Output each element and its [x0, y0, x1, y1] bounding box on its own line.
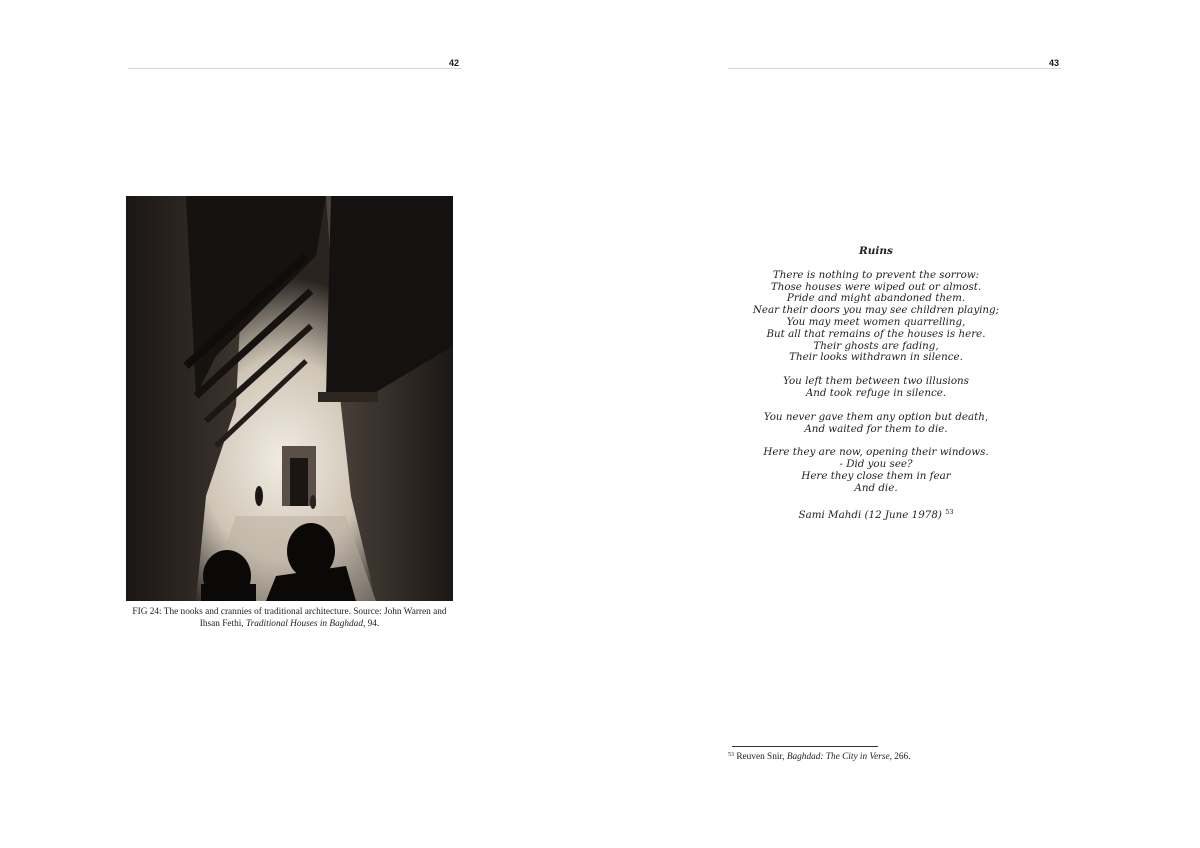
caption-page: , 94.	[362, 619, 380, 629]
poem-line: Pride and might abandoned them.	[786, 292, 966, 305]
poem-line: And waited for them to die.	[804, 422, 948, 435]
footnote-rule	[732, 746, 878, 747]
footnote-author: Reuven Snir,	[736, 752, 787, 762]
caption-text: FIG 24: The nooks and crannies of traditional architecture. Source: John Warren and Ihsan Fethi,	[132, 607, 447, 629]
poem-stanza	[728, 270, 1024, 364]
footnote	[728, 752, 1058, 762]
footnote-number: 53	[728, 752, 734, 758]
caption-book-title: Traditional Houses in Baghdad	[245, 619, 363, 629]
poem-line: Their looks withdrawn in silence.	[789, 351, 963, 364]
poem-line: There is nothing to prevent the sorrow:	[772, 268, 980, 281]
poem-line: And took refuge in silence.	[805, 386, 947, 399]
attribution-text: Sami Mahdi (12 June 1978)	[798, 508, 942, 521]
poem-line: You never gave them any option but death,	[763, 410, 989, 423]
poem-line: But all that remains of the houses is here.	[766, 327, 986, 340]
figure-caption	[126, 606, 453, 630]
poem	[728, 246, 1024, 521]
footnote-book-title: Baghdad: The City in Verse	[786, 752, 890, 762]
poem-line: Those houses were wiped out or almost.	[770, 280, 982, 293]
page-number: 42	[449, 58, 460, 68]
header-rule	[728, 68, 1061, 69]
right-page	[600, 0, 1200, 848]
poem-title: Ruins	[859, 245, 893, 257]
poem-line: - Did you see?	[839, 458, 913, 471]
footnote-page: , 266.	[889, 752, 911, 762]
poem-line: And die.	[854, 481, 898, 494]
poem-stanza	[728, 447, 1024, 494]
page-number: 43	[1049, 58, 1060, 68]
figure-photo	[126, 196, 453, 601]
poem-line: Here they are now, opening their windows.	[763, 446, 989, 459]
poem-line: Near their doors you may see children playing;	[752, 304, 1000, 317]
header-rule	[128, 68, 461, 69]
footnote-reference[interactable]: 53	[945, 507, 954, 516]
poem-attribution	[728, 507, 1024, 522]
poem-line: You left them between two illusions	[783, 375, 969, 388]
poem-stanza	[728, 376, 1024, 400]
poem-line: You may meet women quarrelling,	[786, 315, 966, 328]
poem-stanza	[728, 412, 1024, 436]
poem-line: Their ghosts are fading,	[813, 339, 939, 352]
poem-line: Here they close them in fear	[801, 469, 951, 482]
